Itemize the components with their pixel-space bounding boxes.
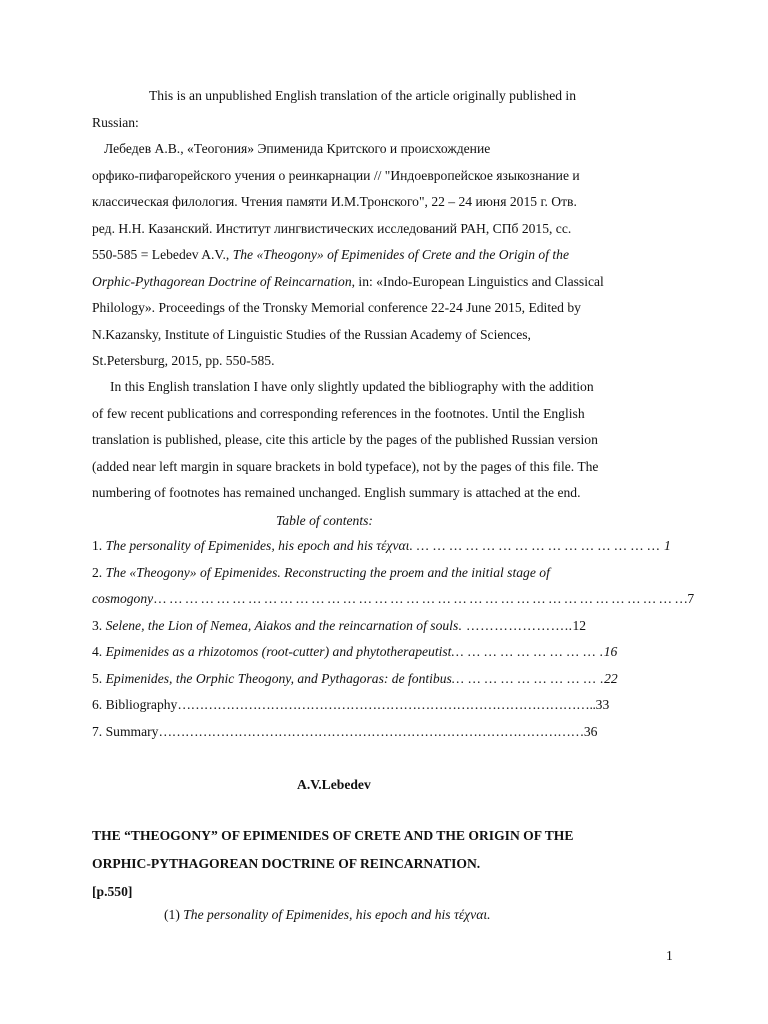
- translation-note: [92, 374, 676, 507]
- citation-text: , in: «Indo-European Linguistics and Classical: [351, 273, 604, 289]
- article-heading: [92, 822, 692, 906]
- toc-entry[interactable]: [92, 586, 695, 613]
- note-line: of few recent publications and corresponding references in the footnotes. Until the English: [92, 405, 585, 421]
- note-line: translation is published, please, cite this article by the pages of the published Russian version: [92, 432, 598, 447]
- section-number: (1): [164, 907, 184, 922]
- toc-entry-title: Epimenides as a rhizotomos (root-cutter) and phytotherapeutist: [105, 644, 452, 659]
- english-title: The «Theogony» of Epimenides of Crete and the Origin of the: [232, 247, 569, 262]
- table-of-contents: [92, 533, 695, 745]
- russian-citation-line: орфико-пифагорейского учения о реинкарнации // "Индоевропейское языкознание и: [92, 167, 580, 183]
- toc-entry-title: cosmogony: [92, 591, 154, 606]
- section-title: The personality of Epimenides, his epoch and his τέχναι.: [183, 907, 491, 922]
- section-heading: [164, 902, 491, 928]
- article-title-line: THE “THEOGONY” OF EPIMENIDES OF CRETE AND THE ORIGIN OF THE: [92, 828, 574, 843]
- toc-leader-dots: … … … … … … … … … .: [451, 644, 604, 659]
- toc-entry-page: 1: [664, 538, 671, 553]
- toc-leader-dots: ……………………………………………………………………………………: [158, 723, 584, 739]
- toc-entry[interactable]: [92, 719, 676, 746]
- toc-leader-dots: … … … … … … … … … .: [451, 670, 605, 686]
- toc-entry-title: Epimenides, the Orphic Theogony, and Pythagoras: de fontibus: [105, 670, 452, 686]
- toc-entry-title: Summary: [105, 723, 159, 739]
- citation-line: [92, 269, 676, 296]
- toc-entry[interactable]: [92, 560, 676, 587]
- toc-entry-number: 4.: [92, 644, 106, 659]
- citation-line: N.Kazansky, Institute of Linguistic Studies of the Russian Academy of Sciences,: [92, 326, 531, 342]
- toc-entry[interactable]: [92, 692, 676, 719]
- toc-entry-page: 36: [583, 723, 598, 739]
- toc-entry-page: 16: [603, 644, 618, 659]
- intro-paragraph: [92, 83, 676, 375]
- note-line: In this English translation I have only slightly updated the bibliography with the addition: [110, 379, 594, 394]
- toc-entry-page: 12: [572, 617, 587, 633]
- toc-leader-dots: … … … … … … … … … … … … … … … … … … … … … … … … … … … … … … … … … …: [153, 591, 688, 606]
- page-number: 1: [666, 948, 673, 963]
- citation-line: Philology». Proceedings of the Tronsky Memorial conference 22-24 June 2015, Edited by: [92, 300, 581, 315]
- toc-entry[interactable]: [92, 533, 676, 560]
- citation-text: 550-585 = Lebedev A.V.,: [92, 247, 233, 262]
- toc-entry[interactable]: [92, 666, 676, 693]
- toc-entry-number: 6.: [92, 697, 106, 712]
- toc-entry-number: 2.: [92, 564, 106, 580]
- toc-leader-dots: . …………………..: [458, 617, 573, 633]
- citation-line: St.Petersburg, 2015, pp. 550-585.: [92, 353, 275, 368]
- english-title: Orphic-Pythagorean Doctrine of Reincarnation: [92, 273, 352, 289]
- toc-entry-number: 3.: [92, 617, 106, 633]
- toc-entry-title: Bibliography: [105, 697, 178, 712]
- russian-citation-line: Лебедев А.В., «Теогония» Эпименида Критского и происхождение: [104, 141, 491, 156]
- toc-entry-page: 22: [604, 670, 618, 686]
- russian-citation-line: классическая филология. Чтения памяти И.М.Тронского", 22 – 24 июня 2015 г. Отв.: [92, 194, 577, 209]
- toc-leader-dots: …………………………………………………………………………………..: [177, 697, 596, 712]
- toc-entry[interactable]: [92, 613, 676, 640]
- toc-entry-page: 7: [687, 591, 695, 606]
- toc-entry[interactable]: [92, 639, 676, 666]
- toc-entry-title: The «Theogony» of Epimenides. Reconstructing the proem and the initial stage of: [105, 564, 550, 580]
- page-reference: [p.550]: [92, 884, 133, 899]
- toc-entry-title: Selene, the Lion of Nemea, Aiakos and the reincarnation of souls: [105, 617, 459, 633]
- article-title-line: ORPHIC-PYTHAGOREAN DOCTRINE OF REINCARNATION.: [92, 856, 481, 871]
- note-line: numbering of footnotes has remained unchanged. English summary is attached at the end.: [92, 485, 581, 500]
- toc-entry-number: 1.: [92, 538, 106, 553]
- toc-entry-number: 7.: [92, 723, 106, 739]
- intro-line: Russian:: [92, 114, 139, 130]
- intro-line: This is an unpublished English translation of the article originally published in: [149, 88, 577, 103]
- toc-entry-page: 33: [595, 697, 610, 712]
- note-line: (added near left margin in square brackets in bold typeface), not by the pages of this file. The: [92, 458, 599, 474]
- citation-line: [92, 242, 676, 269]
- russian-citation-line: ред. Н.Н. Казанский. Институт лингвистических исследований РАН, СПб 2015, сс.: [92, 220, 572, 236]
- toc-entry-number: 5.: [92, 670, 106, 686]
- author-name: A.V.Lebedev: [297, 777, 371, 792]
- toc-entry-title: The personality of Epimenides, his epoch and his τέχναι.: [105, 538, 413, 553]
- toc-leader-dots: … … … … … … … … … … … … … … …: [412, 538, 665, 553]
- toc-title: Table of contents:: [276, 513, 373, 528]
